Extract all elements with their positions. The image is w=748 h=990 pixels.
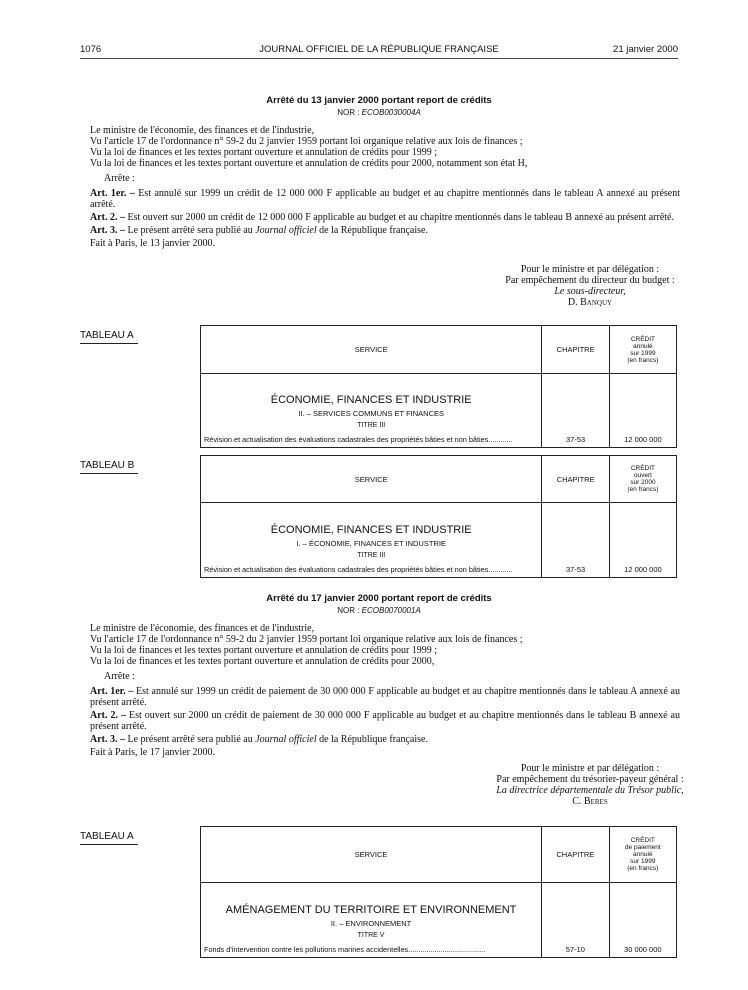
article-text: Le présent arrêté sera publié au — [125, 734, 256, 745]
page-number: 1076 — [80, 44, 102, 55]
credit-header-line: CRÉDIT — [630, 837, 655, 844]
col-credit — [609, 827, 676, 883]
article-3 — [90, 734, 680, 745]
journal-title: JOURNAL OFFICIEL DE LA RÉPUBLIQUE FRANÇAISE — [259, 44, 499, 55]
chapitre-cell: 37-53 — [542, 503, 609, 578]
credit-header-line: (en francs) — [627, 486, 659, 493]
article-text: Est annulé sur 1999 un crédit de paiement de 30 000 000 F applicable au budget et au chapitre mentionnés dans le tableau A annexé au présent arrêté. — [90, 686, 680, 708]
line-label: Révision et actualisation des évaluations cadastrales des propriétés bâties et non bâties............ — [204, 435, 513, 444]
article-label: Art. 3. – — [90, 225, 125, 236]
credit-header-line: CRÉDIT — [630, 335, 656, 343]
article-3 — [90, 225, 680, 236]
credit-header-line: annulé — [633, 342, 653, 350]
article-text: Est ouvert sur 2000 un crédit de 12 000 000 F applicable au budget et au chapitre mentionnés dans le tableau B annexé au présent arrêté. — [125, 212, 674, 223]
section-name: I. – ÉCONOMIE, FINANCES ET INDUSTRIE — [296, 539, 446, 548]
article-label: Art. 3. – — [90, 734, 125, 745]
journal-name: Journal officiel — [255, 734, 317, 745]
arrete-1-title: Arrêté du 13 janvier 2000 portant report de crédits — [266, 95, 492, 106]
tableau-a2-table — [200, 826, 677, 958]
col-credit — [609, 456, 676, 503]
vu-line: Vu l'article 17 de l'ordonnance n° 59-2 du 2 janvier 1959 portant loi organique relative aux lois de finances ; — [90, 634, 523, 645]
arrete-2-title: Arrêté du 17 janvier 2000 portant report de crédits — [266, 593, 492, 604]
col-service: SERVICE — [201, 456, 542, 503]
vu-line: Le ministre de l'économie, des finances et de l'industrie, — [90, 623, 315, 634]
ministry-name: ÉCONOMIE, FINANCES ET INDUSTRIE — [270, 394, 472, 406]
col-service: SERVICE — [201, 326, 542, 374]
tableau-a-label: TABLEAU A — [80, 330, 138, 344]
issue-date: 21 janvier 2000 — [613, 44, 678, 55]
col-chapitre: CHAPITRE — [542, 456, 609, 503]
signature-line: Pour le ministre et par délégation : — [520, 264, 660, 275]
line-label: Fonds d'intervention contre les pollutions marines accidentelles...................................... — [204, 945, 486, 954]
arrete-2-body — [90, 623, 680, 758]
nor-code: ECOB0030004A — [361, 108, 421, 117]
signatory-title: Le sous-directeur, — [554, 286, 626, 297]
nor-code: ECOB0070001A — [361, 606, 421, 615]
signatory-name: C. Beres — [572, 796, 608, 807]
arrete-2-nor — [80, 606, 678, 615]
fait-a: Fait à Paris, le 17 janvier 2000. — [90, 747, 215, 758]
article-text: Est ouvert sur 2000 un crédit de paiement de 30 000 000 F applicable au budget et au chapitre mentionnés dans le tableau B annexé au présent arrêté. — [90, 710, 680, 732]
article-1 — [90, 188, 680, 210]
article-label: Art. 2. – — [90, 710, 126, 721]
arrete-1-signature — [470, 264, 710, 308]
vu-line: Vu l'article 17 de l'ordonnance n° 59-2 du 2 janvier 1959 portant loi organique relative aux lois de finances ; — [90, 136, 523, 147]
titre-label: TITRE III — [357, 552, 386, 559]
article-2 — [90, 710, 680, 732]
nor-prefix: NOR : — [337, 108, 362, 117]
credit-header-line: annulé — [633, 851, 653, 858]
chapitre-cell: 37-53 — [542, 374, 609, 448]
credit-cell: 12 000 000 — [609, 503, 676, 578]
nor-prefix: NOR : — [337, 606, 362, 615]
article-label: Art. 1er. – — [90, 188, 135, 199]
credit-header-line: sur 1999 — [630, 349, 656, 357]
arrete-word: Arrête : — [104, 173, 135, 184]
credit-cell: 30 000 000 — [609, 883, 676, 958]
signatory-title: La directrice départementale du Trésor public, — [496, 785, 684, 796]
section-name: II. – ENVIRONNEMENT — [330, 919, 412, 928]
col-service: SERVICE — [201, 827, 542, 883]
article-text: de la République française. — [316, 225, 428, 236]
vu-line: Vu la loi de finances et les textes portant ouverture et annulation de crédits pour 1999 ; — [90, 645, 438, 656]
col-chapitre: CHAPITRE — [542, 326, 609, 374]
signature-line: Pour le ministre et par délégation : — [520, 763, 660, 774]
credit-header-line: (en francs) — [627, 356, 659, 364]
signatory-name: D. Banquy — [567, 297, 613, 308]
vu-line: Vu la loi de finances et les textes portant ouverture et annulation de crédits pour 1999 ; — [90, 147, 438, 158]
ministry-name: AMÉNAGEMENT DU TERRITOIRE ET ENVIRONNEMENT — [225, 904, 517, 916]
service-cell — [201, 883, 542, 958]
vu-line: Le ministre de l'économie, des finances et de l'industrie, — [90, 125, 315, 136]
credit-header-line: sur 2000 — [630, 479, 656, 486]
article-2 — [90, 212, 680, 223]
header-rule — [80, 58, 678, 59]
vu-line: Vu la loi de finances et les textes portant ouverture et annulation de crédits pour 2000, — [90, 656, 435, 667]
line-label: Révision et actualisation des évaluations cadastrales des propriétés bâties et non bâties............ — [204, 565, 513, 574]
arrete-1-nor — [80, 108, 678, 117]
journal-name: Journal officiel — [255, 225, 317, 236]
article-text: Le présent arrêté sera publié au — [125, 225, 256, 236]
ministry-name: ÉCONOMIE, FINANCES ET INDUSTRIE — [270, 524, 472, 536]
credit-header-line: de paiement — [624, 844, 661, 851]
article-1 — [90, 686, 680, 708]
article-text: Est annulé sur 1999 un crédit de 12 000 000 F applicable au budget et au chapitre mentionnés dans le tableau A annexé au présent arrêté. — [90, 188, 680, 210]
credit-header-line: (en francs) — [627, 865, 659, 872]
tableau-a2-label: TABLEAU A — [80, 831, 138, 845]
article-text: de la République française. — [316, 734, 428, 745]
article-label: Art. 2. – — [90, 212, 125, 223]
signature-line: Par empêchement du trésorier-payeur général : — [496, 774, 684, 785]
tableau-b-label: TABLEAU B — [80, 460, 138, 474]
fait-a: Fait à Paris, le 13 janvier 2000. — [90, 238, 215, 249]
chapitre-cell: 57-10 — [542, 883, 610, 958]
credit-header-line: sur 1999 — [630, 858, 656, 865]
section-name: II. – SERVICES COMMUNS ET FINANCES — [298, 409, 444, 418]
vu-line: Vu la loi de finances et les textes portant ouverture et annulation de crédits pour 2000, notamment son état H, — [90, 158, 528, 169]
page-header — [80, 44, 678, 58]
credit-header-line: ouvert — [633, 472, 652, 479]
tableau-a-table — [200, 325, 677, 448]
arrete-word: Arrête : — [104, 671, 135, 682]
article-label: Art. 1er. – — [90, 686, 134, 697]
service-cell — [201, 503, 542, 578]
col-credit — [609, 326, 676, 374]
signature-line: Par empêchement du directeur du budget : — [505, 275, 675, 286]
arrete-1-body — [90, 125, 680, 249]
tableau-b-table — [200, 455, 677, 578]
titre-label: TITRE III — [357, 422, 386, 429]
service-cell — [201, 374, 542, 448]
credit-cell: 12 000 000 — [609, 374, 676, 448]
col-chapitre: CHAPITRE — [542, 827, 610, 883]
arrete-2-signature — [455, 763, 725, 807]
credit-header-line: CRÉDIT — [630, 465, 656, 472]
titre-label: TITRE V — [357, 932, 385, 939]
